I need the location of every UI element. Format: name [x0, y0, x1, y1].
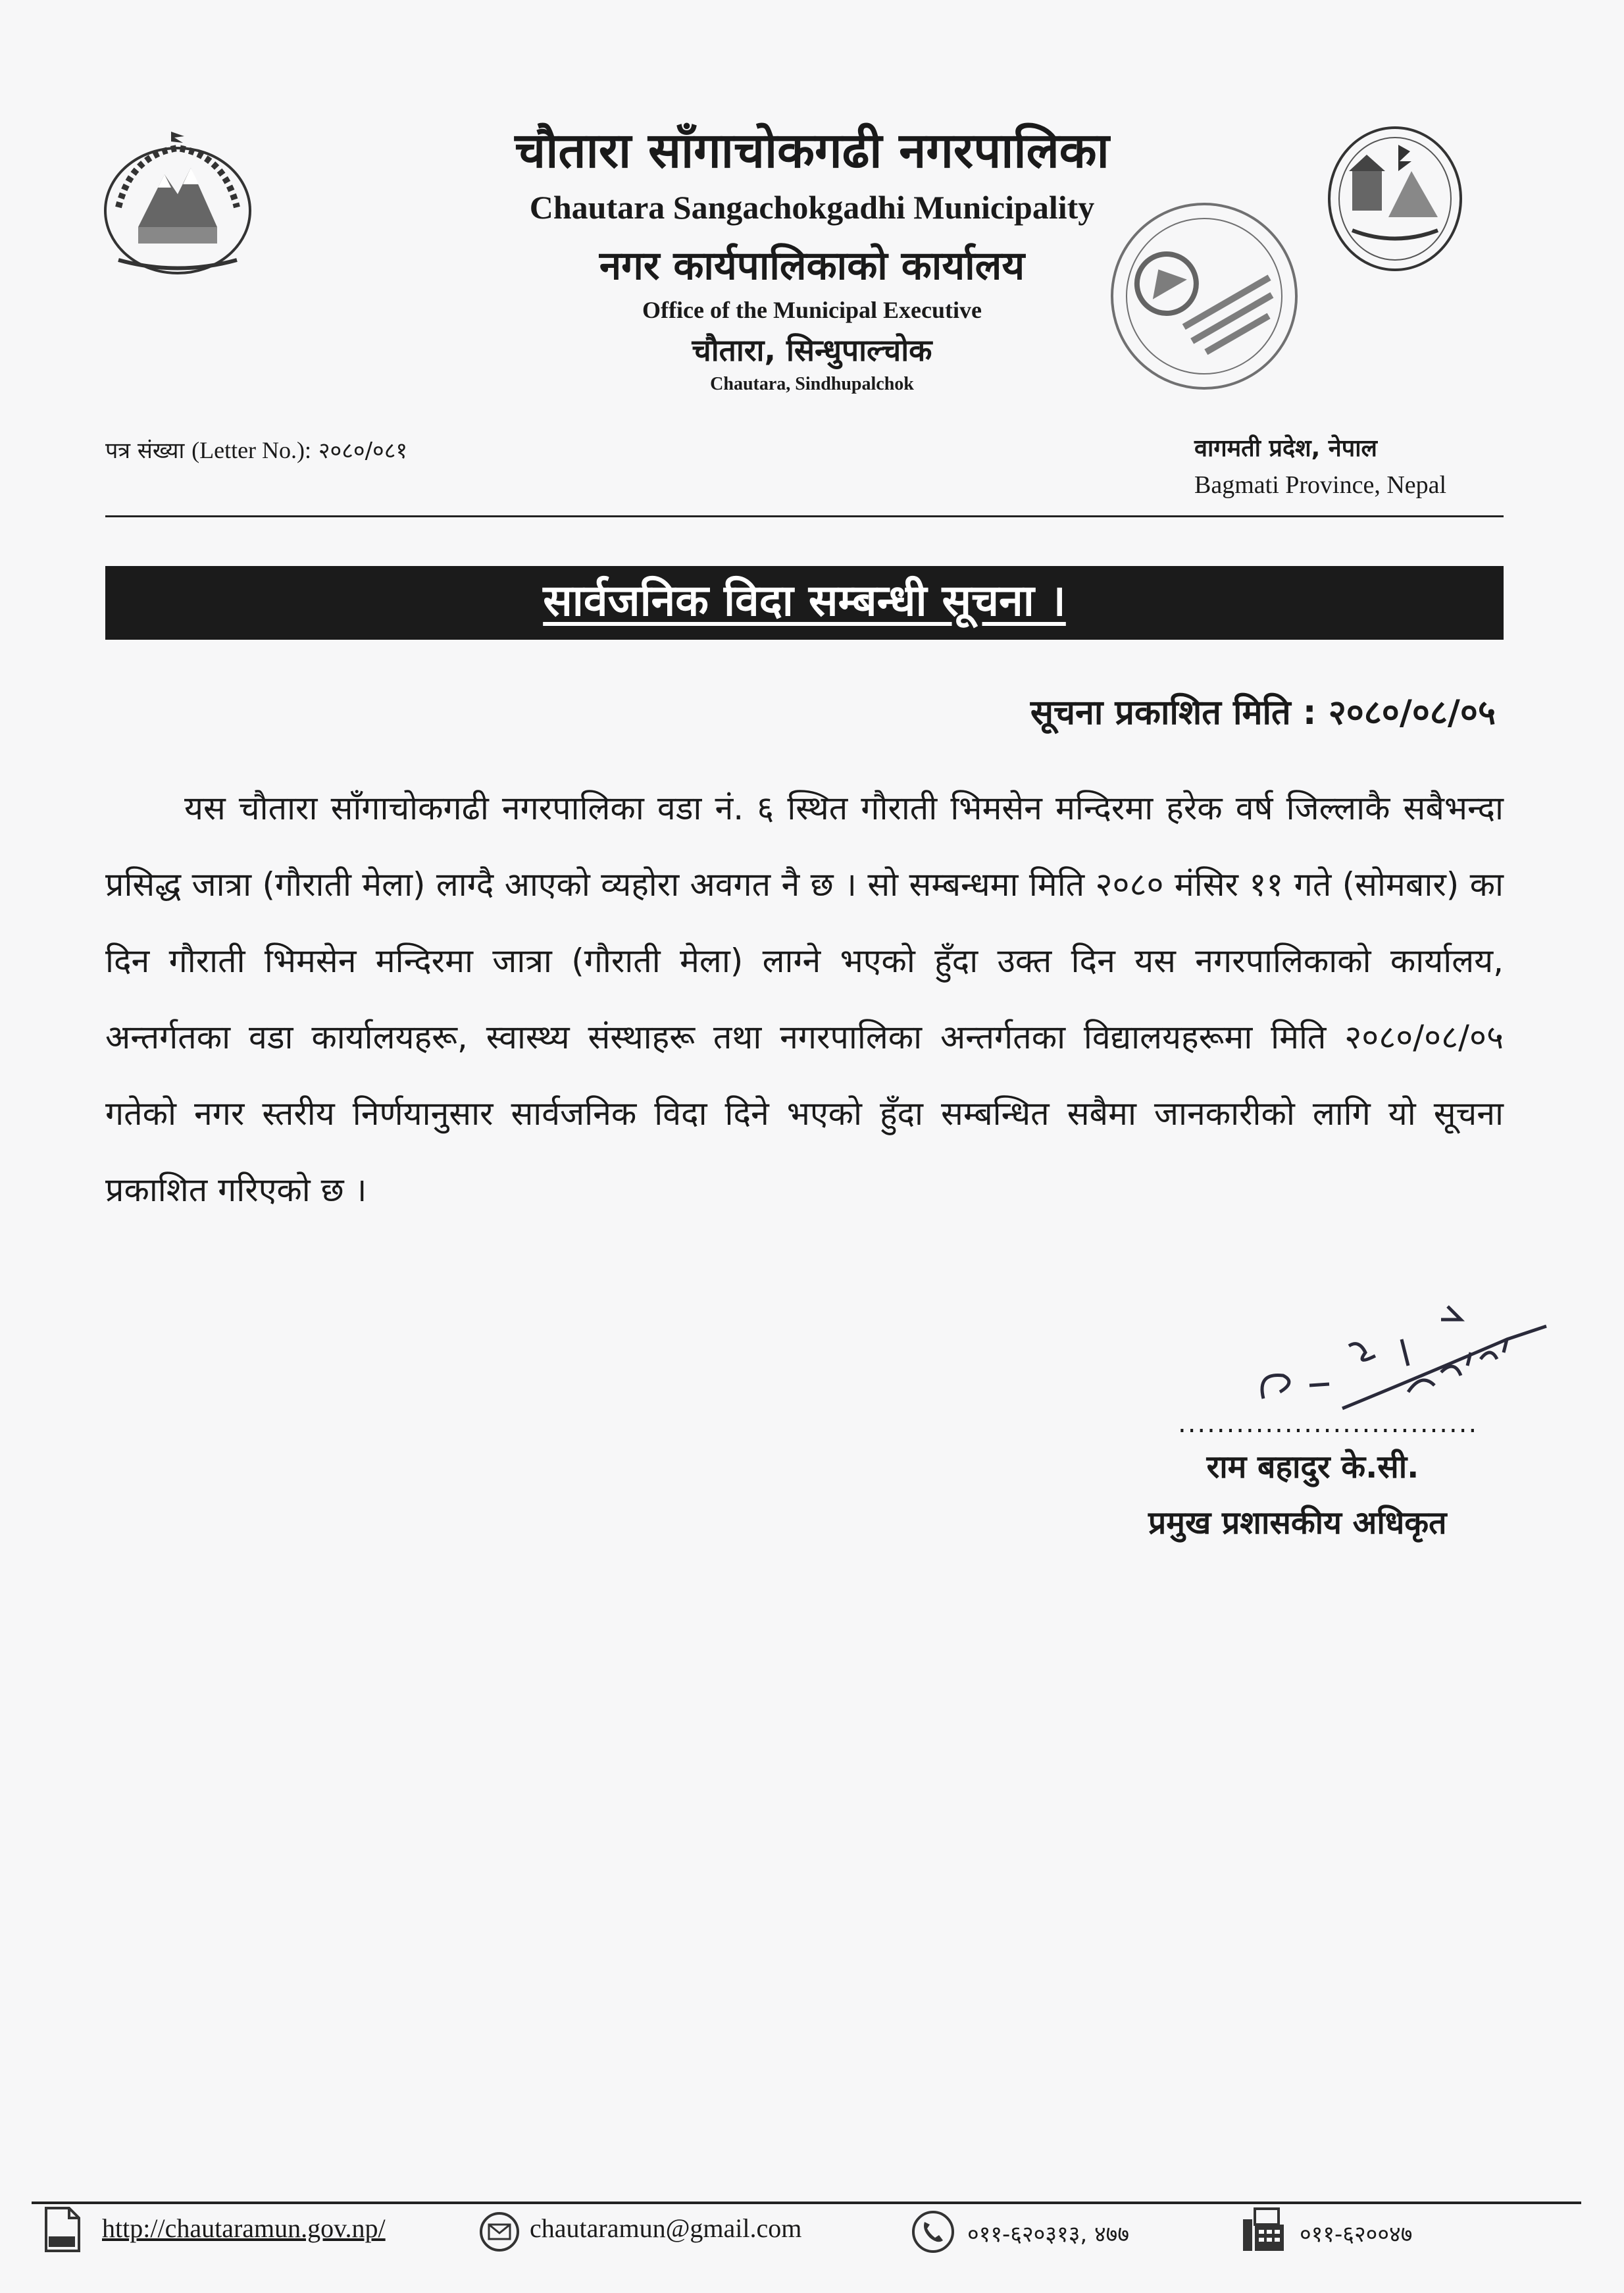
municipality-name-en: Chautara Sangachokgadhi Municipality — [529, 189, 1095, 226]
province-np: वागमती प्रदेश, नेपाल — [1194, 435, 1377, 462]
office-name-en: Office of the Municipal Executive — [642, 297, 982, 323]
footer-divider — [32, 2202, 1581, 2204]
phone-number: ०११-६२०३१३, ४७७ — [967, 2221, 1130, 2248]
signature-line: ............................... — [1178, 1408, 1479, 1439]
published-date — [1030, 688, 1496, 734]
letter-number-value: २०८०/०८१ — [318, 438, 408, 464]
url-icon — [39, 2205, 86, 2254]
fax-number: ०११-६२००४७ — [1300, 2221, 1413, 2248]
published-date-label: सूचना प्रकाशित मिति : — [1030, 693, 1317, 733]
signatory-designation: प्रमुख प्रशासकीय अधिकृत — [1148, 1505, 1447, 1541]
email-address[interactable]: chautaramun@gmail.com — [530, 2213, 802, 2243]
province-en: Bagmati Province, Nepal — [1194, 471, 1447, 499]
notice-title: सार्वजनिक विदा सम्बन्धी सूचना । — [543, 575, 1066, 626]
municipality-name-np: चौतारा साँगाचोकगढी नगरपालिका — [515, 122, 1109, 179]
header-divider — [105, 515, 1504, 517]
signatory-name: राम बहादुर के.सी. — [1206, 1449, 1419, 1485]
office-name-np: नगर कार्यपालिकाको कार्यालय — [599, 243, 1025, 289]
email-icon — [479, 2211, 520, 2252]
phone-icon — [911, 2210, 955, 2254]
website-link[interactable]: http://chautaramun.gov.np/ — [102, 2213, 386, 2243]
published-date-value: २०८०/०८/०५ — [1328, 693, 1496, 733]
location-en: Chautara, Sindhupalchok — [710, 374, 914, 394]
fax-icon — [1240, 2206, 1286, 2254]
letter-number — [105, 434, 407, 465]
location-np: चौतारा, सिन्धुपाल्चोक — [692, 332, 932, 368]
notice-body: यस चौतारा साँगाचोकगढी नगरपालिका वडा नं. ६ स्थित गौराती भिमसेन मन्दिरमा हरेक वर्ष जिल्लाकै सबैभन्दा प्रसिद्ध जात्रा (गौराती मेला) लाग्दै आएको व्यहोरा अवगत नै छ । सो सम्बन्धमा मिति २०८० मंसिर ११ गते (सोमबार) का दिन गौराती भिमसेन मन्दिरमा जात्रा (गौराती मेला) लाग्ने भएको हुँदा उक्त दिन यस नगरपालिकाको कार्यालय, अन्तर्गतका वडा कार्यालयहरू, स्वास्थ्य संस्थाहरू तथा नगरपालिका अन्तर्गतका विद्यालयहरूमा मिति २०८०/०८/०५ गतेको नगर स्तरीय निर्णयानुसार सार्वजनिक विदा दिने भएको हुँदा सम्बन्धित सबैमा जानकारीको लागि यो सूचना प्रकाशित गरिएको छ । — [105, 789, 1504, 1209]
letter-number-label-np: पत्र संख्या — [105, 438, 185, 464]
letter-number-label-en: (Letter No.): — [191, 437, 312, 463]
